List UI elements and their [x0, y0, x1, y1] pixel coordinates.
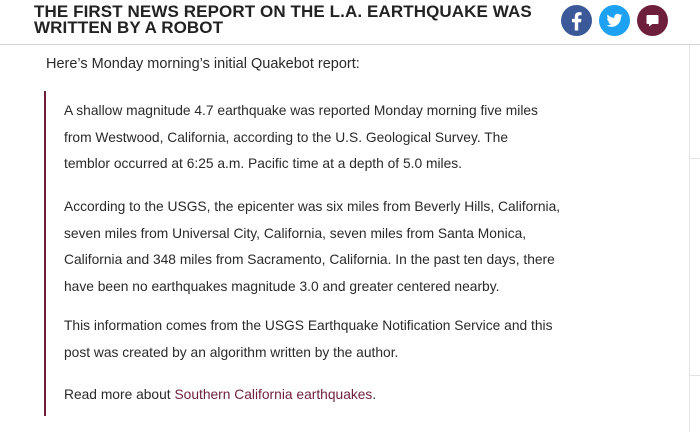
quote-line: A shallow magnitude 4.7 earthquake was reported Monday morning five miles — [64, 103, 538, 118]
quote-line: from Westwood, California, according to the U.S. Geological Survey. The — [64, 129, 509, 145]
twitter-icon — [599, 5, 630, 36]
article-header — [0, 0, 700, 45]
quote-paragraph-1 — [64, 98, 564, 178]
quote-line: post was created by an algorithm written by the author. — [64, 344, 399, 360]
headline-line-2: WRITTEN BY A ROBOT — [34, 18, 224, 37]
southern-california-earthquakes-link[interactable]: Southern California earthquakes — [174, 387, 373, 402]
share-facebook-button[interactable] — [561, 5, 592, 36]
quote-paragraph-3 — [64, 313, 564, 366]
share-twitter-button[interactable] — [599, 5, 630, 36]
rail-divider — [690, 375, 700, 376]
read-more-prefix: Read more about — [64, 387, 175, 402]
comment-icon — [637, 5, 668, 36]
rail-divider — [690, 158, 700, 159]
quote-paragraph-2 — [64, 194, 564, 300]
quote-line: This information comes from the USGS Earthquake Notification Service and this — [64, 318, 553, 333]
read-more-suffix: . — [372, 387, 377, 402]
read-more-paragraph — [64, 382, 564, 409]
intro-text: Here’s Monday morning’s initial Quakebot report: — [46, 56, 360, 72]
quote-line: temblor occurred at 6:25 a.m. Pacific time at a depth of 5.0 miles. — [64, 156, 462, 171]
headline — [34, 4, 534, 36]
quakebot-blockquote — [44, 91, 566, 416]
right-rail — [689, 45, 700, 432]
facebook-icon — [561, 5, 592, 36]
comment-button[interactable] — [637, 5, 668, 36]
quote-line: have been no earthquakes magnitude 3.0 and greater centered nearby. — [64, 278, 500, 294]
quote-line: According to the USGS, the epicenter was six miles from Beverly Hills, California, — [64, 199, 561, 214]
quote-line: seven miles from Universal City, California, seven miles from Santa Monica, — [64, 225, 527, 241]
quote-line: California and 348 miles from Sacramento, California. In the past ten days, there — [64, 252, 555, 267]
headline-line-1: THE FIRST NEWS REPORT ON THE L.A. EARTHQUAKE WAS — [34, 2, 532, 21]
